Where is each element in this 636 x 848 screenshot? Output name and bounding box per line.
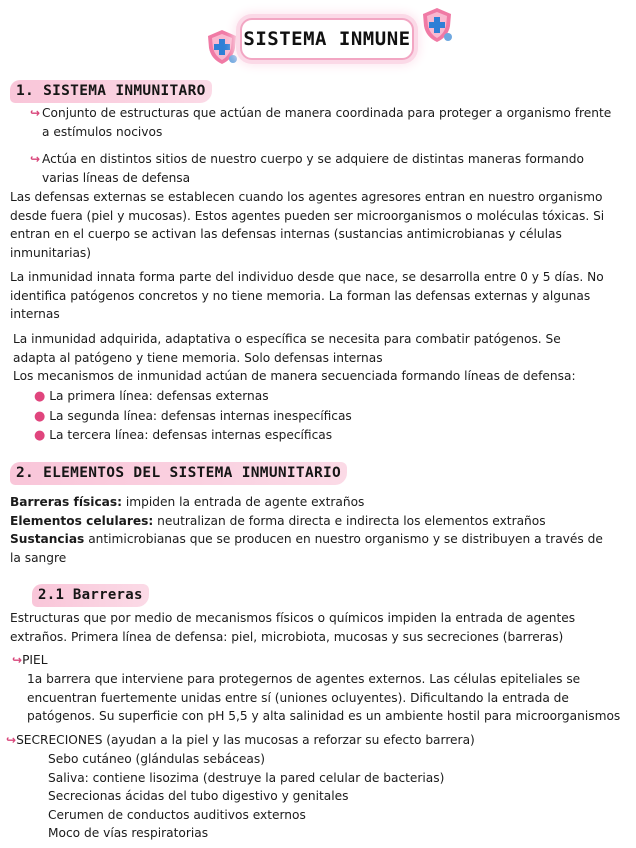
bullet-dot-icon: ● xyxy=(34,428,46,444)
secreciones-label: ↪SECRECIONES (ayudan a la piel y las mucosas a reforzar su efecto barrera) xyxy=(6,733,475,747)
list-item: Secrecionas ácidas del tubo digestivo y genitales xyxy=(48,789,349,804)
list-item: Sebo cutáneo (glándulas sebáceas) xyxy=(48,752,265,766)
list-item: Barreras físicas: impiden la entrada de agente extraños xyxy=(10,495,365,509)
arrow-icon: ↪ xyxy=(30,106,41,120)
shield-medical-icon xyxy=(205,28,239,66)
section-2-1-heading: 2.1 Barreras xyxy=(32,584,149,607)
piel-paragraph: 1a barrera que interviene para protegernos de agentes externos. Las células epiteliales se encuentran fuertemente unidas entre sí (uniones ocluyentes). Dificultando la entrada de patógenos. Su superficie con pH 5,5 y alta salinidad es un ambiente hostil para microorganismos xyxy=(27,672,621,724)
section-2-heading: 2. ELEMENTOS DEL SISTEMA INMUNITARIO xyxy=(10,462,347,485)
shield-medical-icon xyxy=(420,6,454,44)
list-item: Sustancias antimicrobianas que se producen en nuestro organismo y se distribuyen a través de xyxy=(10,532,603,547)
section-1-heading: 1. SISTEMA INMUNITARO xyxy=(10,80,212,103)
paragraph: Las defensas externas se establecen cuando los agentes agresores entran en nuestro organismo desde fuera (piel y mucosas). Estos agentes pueden ser microorganismos o moléculas tóxicas. Si entran en el cuerpo se activan las defensas internas (sustancias antimicrobianas y células inmunitarias) xyxy=(10,190,605,260)
elements-list: Barreras físicas: impiden la entrada de agente extraños Elementos celulares: neutralizan de forma directa e indirecta los elementos extraños Sustancias antimicrobianas que se producen en nuestro organismo y se distribuyen a través de la sangre xyxy=(10,493,620,567)
arrow-icon: ↪ xyxy=(12,653,23,667)
list-item: Cerumen de conductos auditivos externos xyxy=(48,807,306,822)
defense-lines-list xyxy=(34,387,352,446)
paragraph: La inmunidad adquirida, adaptativa o específica se necesita para combatir patógenos. Se adapta al patógeno y tiene memoria. Solo defensas internas Los mecanismos de inmunidad actúan de manera secuenciada formando líneas de defensa: xyxy=(13,332,576,384)
list-item: ● La tercera línea: defensas internas específicas xyxy=(34,428,333,444)
list-item: Saliva: contiene lisozima (destruye la pared celular de bacterias) xyxy=(48,770,445,785)
piel-label: ↪PIEL xyxy=(12,653,48,667)
arrow-icon: ↪ xyxy=(30,152,41,166)
title-banner xyxy=(240,18,414,60)
paragraph: Estructuras que por medio de mecanismos físicos o químicos impiden la entrada de agentes extraños. Primera línea de defensa: piel, microbiota, mucosas y sus secreciones (barreras) xyxy=(10,611,576,644)
arrow-icon: ↪ xyxy=(6,733,17,747)
bullet-text: Actúa en distintos sitios de nuestro cuerpo y se adquiere de distintas maneras formando varias líneas de defensa xyxy=(42,152,584,185)
list-item: ● La segunda línea: defensas internas inespecíficas xyxy=(34,408,352,424)
bullet-dot-icon: ● xyxy=(34,389,46,404)
list-item: ● La primera línea: defensas externas xyxy=(34,389,269,404)
list-item: Moco de vías respiratorias xyxy=(48,826,209,841)
page-title: SISTEMA INMUNE xyxy=(243,27,411,50)
paragraph: La inmunidad innata forma parte del individuo desde que nace, se desarrolla entre 0 y 5 días. No identifica patógenos concretos y no tiene memoria. La forman las defensas externas y algunas internas xyxy=(10,270,604,322)
bullet-text: Conjunto de estructuras que actúan de manera coordinada para proteger a organismo frente a estímulos nocivos xyxy=(42,106,612,139)
secreciones-list xyxy=(48,750,444,843)
bullet-dot-icon: ● xyxy=(34,408,46,424)
list-item: Elementos celulares: neutralizan de forma directa e indirecta los elementos extraños xyxy=(10,513,546,528)
